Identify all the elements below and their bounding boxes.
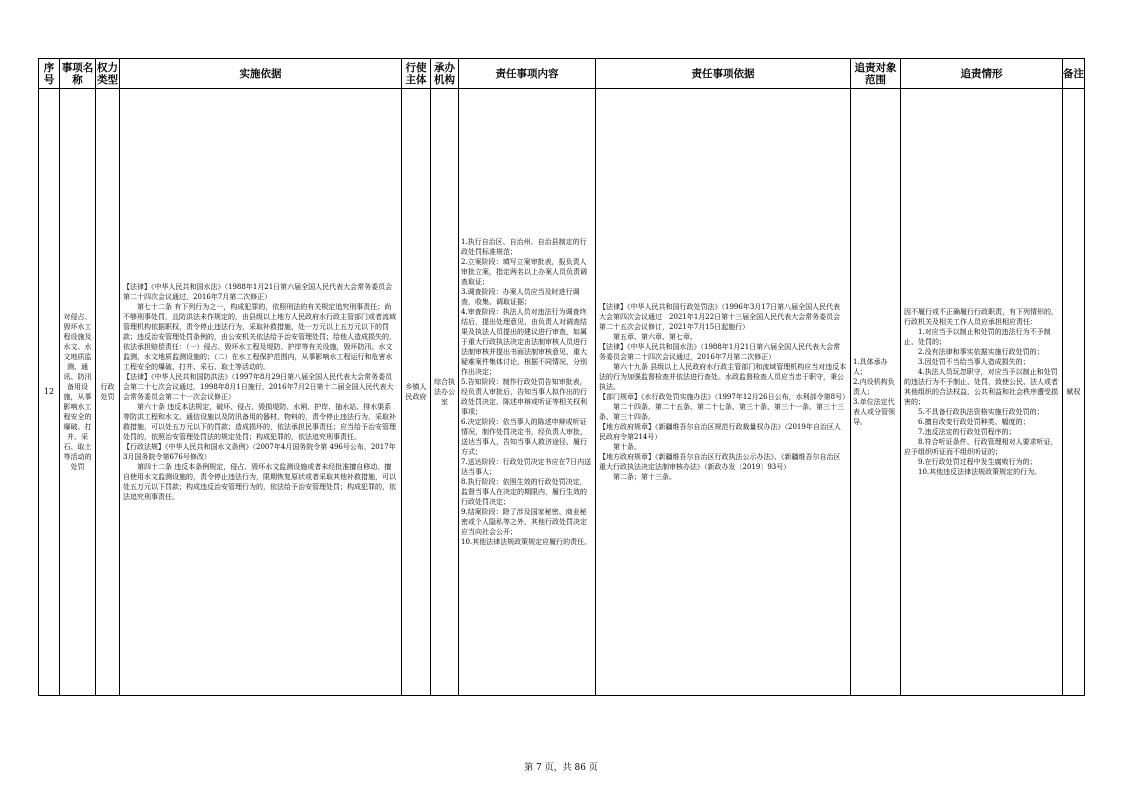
header-seq: 序号 <box>39 59 60 89</box>
header-item-name: 事项名称 <box>60 59 96 89</box>
duty-basis-paragraph: 第二条；第十三条。 <box>613 473 676 481</box>
cell-org: 综合执法办公室 <box>431 89 459 696</box>
scope-item: 2.内设机构负责人； <box>853 378 895 396</box>
duty-content-item: 8.执行阶段：依照生效的行政处罚决定，监督当事人在决定的期限内，履行生效的行政处罚决定； <box>461 478 587 506</box>
header-power-type: 权力类型 <box>96 59 120 89</box>
cell-duty-basis <box>596 89 851 696</box>
cell-accountability <box>901 89 1063 696</box>
duty-content-item: 7.送达阶段：行政处罚决定书应在7日内送达当事人； <box>461 458 592 476</box>
cell-duty-content <box>459 89 596 696</box>
header-scope: 追责对象范围 <box>851 59 901 89</box>
accountability-item: 因不履行或不正确履行行政职责，有下列情形的，行政机关及相关工作人员应承担相应责任： <box>904 308 1058 326</box>
header-org: 承办机构 <box>431 59 459 89</box>
duty-basis-paragraph: 第六十九条 县级以上人民政府水行政主管部门和流域管理机构应当对违反本法的行为加强监督检查并依法进行查处。水政监督检查人员应当忠于职守，秉公执法。 <box>599 363 847 391</box>
header-subject: 行使主体 <box>402 59 431 89</box>
accountability-item: 1.对应当予以制止和处罚的违法行为不予制止、处罚的； <box>904 328 1051 346</box>
cell-basis <box>120 89 402 696</box>
duty-content-item: 3.调查阶段：办案人员应当及时进行调查，收集、调取证据； <box>461 288 580 306</box>
accountability-item: 3.因处罚不当给当事人造成损失的； <box>918 358 1030 366</box>
page-footer: 第 7 页，共 86 页 <box>524 763 598 773</box>
duty-basis-paragraph: 【地方政府规章】《新疆维吾尔自治区规范行政裁量权办法》（2019年自治区人民政府令第214号） <box>599 423 841 441</box>
duty-basis-paragraph: 【法律】《中华人民共和国行政处罚法》（1996年3月17日第八届全国人民代表大会第四次会议通过 2021年1月22日第十三届全国人民代表大会常务委员会第二十五次会议修订，2021年7月15日起施行） <box>599 303 841 331</box>
basis-paragraph: 【法律】《中华人民共和国水法》（1988年1月21日第六届全国人民代表大会常务委员会第二十四次会议通过，2016年7月第二次修正） <box>123 283 393 301</box>
duty-basis-paragraph: 第五章、第六章、第七章。 <box>613 333 697 341</box>
basis-paragraph: 【法律】《中华人民共和国防洪法》（1997年8月29日第八届全国人民代表大会常务委员会第二十七次会议通过，1998年8月1日施行，2016年7月2日第十二届全国人民代表大会常务委员会第二十一次会议修正） <box>123 373 394 401</box>
cell-seq: 12 <box>39 89 60 696</box>
basis-paragraph: 第六十条 违反本法规定，破坏、侵占、毁损堤防、水闸、护岸、抽水站、排水渠系等防洪工程和水文、通信设施以及防汛备用的器材、物料的，责令停止违法行为，采取补救措施，可以处五万元以下的罚款；造成损坏的，依法承担民事责任；应当给予治安管理处罚的，依照治安管理处罚法的规定处罚；构成犯罪的，依法追究刑事责任。 <box>123 403 396 441</box>
responsibility-table <box>38 58 1085 696</box>
header-accountability: 追责情形 <box>901 59 1063 89</box>
accountability-item: 10.其他违反法律法规政策规定的行为。 <box>918 468 1042 476</box>
cell-note: 赋权 <box>1063 89 1085 696</box>
duty-content-item: 4.审查阶段：执法人员对违法行为调查终结后，提出处理意见，由负责人对调查结果及执法人员提出的建议进行审查，如属于重大行政执法决定由法制审核人员进行法制审核并提出书面法制审核意见，重大疑难案件集体讨论，根据不同情况，分别作出决定； <box>461 308 587 376</box>
duty-content-item: 6.决定阶段：依当事人的陈述申辩或听证情况，制作处罚决定书，经负责人审批，送达当事人，告知当事人救济途径、履行方式； <box>461 418 587 456</box>
basis-paragraph: 第七十二条 有下列行为之一，构成犯罪的，依照刑法的有关规定追究刑事责任；尚不够刑事处罚，且防洪法未作规定的，由县级以上地方人民政府水行政主管部门或者流域管理机构依据职权，责令停止违法行为，采取补救措施，处一万元以上五万元以下的罚款；违反治安管理处罚条例的，由公安机关依法给予治安管理处罚；给他人造成损失的，依法承担赔偿责任：（一）侵占、毁坏水工程及堤防、护岸等有关设施，毁坏防汛、水文监测、水文地质监测设施的；（二）在水工程保护范围内，从事影响水工程运行和危害水工程安全的爆破、打井、采石、取土等活动的。 <box>123 303 396 371</box>
basis-paragraph: 第四十二条 违反本条例规定，侵占、毁坏水文监测设施或者未经批准擅自移动、擅自使用水文监测设施的，责令停止违法行为，限期恢复原状或者采取其他补救措施，可以处五万元以下罚款；构成违反治安管理行为的，依法给予治安管理处罚；构成犯罪的，依法追究刑事责任。 <box>123 463 396 501</box>
basis-paragraph: 【行政法规】《中华人民共和国水文条例》（2007年4月国务院令第 496号公布，2017年3月国务院令第676号修改） <box>123 443 396 461</box>
duty-content-item: 5.告知阶段：制作行政处罚告知审批表，经负责人审批后，告知当事人拟作出的行政处罚决定、陈述申辩或听证等相关权利事项； <box>461 378 587 416</box>
duty-content-item: 1.执行自治区、自治州、自治县制定的行政处罚标准规范； <box>461 238 587 256</box>
duty-basis-paragraph: 第二十四条、第二十五条、第二十七条、第三十条、第三十一条、第三十三条、第三十四条。 <box>599 403 844 421</box>
accountability-item: 6.擅自改变行政处罚种类、幅度的； <box>918 418 1030 426</box>
accountability-item: 9.在行政处罚过程中发生腐败行为的； <box>918 458 1037 466</box>
header-duty-basis: 责任事项依据 <box>596 59 851 89</box>
scope-item: 3.单位法定代表人或分管领导。 <box>853 398 895 426</box>
duty-content-item: 2.立案阶段：填写立案审批表，报负责人审批立案，指定两名以上办案人员负责调查取证； <box>461 258 587 286</box>
duty-basis-paragraph: 【法律】《中华人民共和国水法》（1988年1月21日第六届全国人民代表大会常务委员会第二十四次会议通过，2016年7月第二次修正） <box>599 343 841 361</box>
header-duty-content: 责任事项内容 <box>459 59 596 89</box>
duty-basis-paragraph: 【地方政府规章】《新疆维吾尔自治区行政执法公示办法》、《新疆维吾尔自治区重大行政执法决定法制审核办法》（新政办发〔2019〕93号） <box>599 453 841 471</box>
cell-scope <box>851 89 901 696</box>
duty-basis-paragraph: 【部门规章】《水行政处罚实施办法》（1997年12月26日公布，水利部令第8号） <box>599 393 850 401</box>
accountability-item: 5.不具备行政执法资格实施行政处罚的； <box>918 408 1044 416</box>
header-note: 备注 <box>1063 59 1085 89</box>
accountability-item: 7.违反法定的行政处罚程序的； <box>918 428 1016 436</box>
accountability-item: 4.执法人员玩忽职守，对应当予以制止和处罚的违法行为不予制止、处罚，致使公民、法人或者其他组织的合法权益、公共利益和社会秩序遭受损害的； <box>904 368 1058 406</box>
cell-power-type: 行政处罚 <box>96 89 120 696</box>
cell-subject: 乡镇人民政府 <box>402 89 431 696</box>
duty-basis-paragraph: 第十条。 <box>613 443 641 451</box>
accountability-item: 2.没有法律和事实依据实施行政处罚的； <box>918 348 1044 356</box>
table-row <box>39 89 1085 696</box>
duty-content-item: 9.结案阶段：除了涉及国家秘密、商业秘密或个人隐私等之外，其他行政处罚决定应当向社会公开； <box>461 508 587 536</box>
scope-item: 1.具体承办人； <box>853 358 888 376</box>
accountability-item: 8.符合听证条件、行政管理相对人要求听证，应予组织听证而不组织听证的； <box>904 438 1058 456</box>
duty-content-item: 10.其他法律法规政策规定应履行的责任。 <box>461 538 592 546</box>
table-header-row <box>39 59 1085 89</box>
header-basis: 实施依据 <box>120 59 402 89</box>
cell-item-name: 对侵占、毁坏水工程设施及水文、水文地质监测、通讯、防汛备用设施，从事影响水工程安全的爆破、打井、采石、取土等活动的处罚 <box>60 89 96 696</box>
